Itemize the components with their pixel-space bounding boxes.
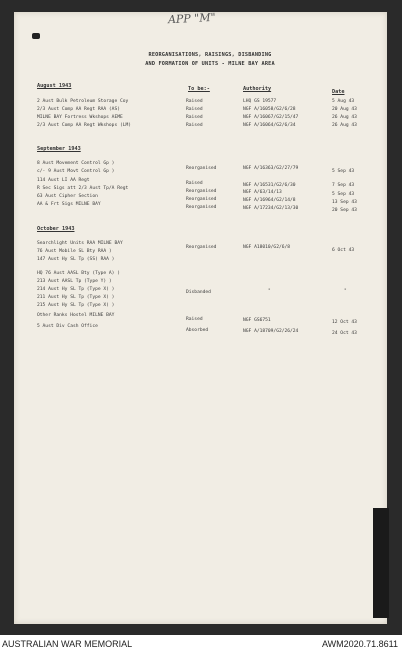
date-cell: 12 Oct 43 [332, 320, 357, 325]
action-cell: Raised [186, 99, 203, 104]
authority-cell: NGF A/16064/G2/6/34 [243, 123, 296, 128]
authority-cell: NGF A/63/14/13 [243, 190, 282, 195]
date-cell: " [344, 289, 347, 294]
unit-name: 213 Aust AASL Tp (Type Y) ) [37, 279, 112, 284]
unit-name: 8 Aust Movement Control Gp ) [37, 161, 115, 166]
action-cell: Reorganised [186, 166, 217, 171]
unit-name: 147 Aust Hy SL Tp (SS) RAA ) [37, 257, 115, 262]
action-cell: Reorganised [186, 189, 217, 194]
date-cell: 6 Oct 43 [332, 248, 355, 253]
authority-cell: NGF A/16531/G2/6/30 [243, 183, 296, 188]
section-heading-october: October 1943 [37, 226, 75, 232]
section-heading-august: August 1943 [37, 83, 72, 89]
action-cell: Absorbed [186, 328, 209, 333]
date-cell: 20 Aug 43 [332, 107, 357, 112]
action-cell: Raised [186, 317, 203, 322]
unit-name: MILNE BAY Fortress Wkshops AEME [37, 115, 123, 120]
column-header-authority: Authority [243, 86, 272, 92]
date-cell: 20 Sep 43 [332, 208, 357, 213]
action-cell: Raised [186, 123, 203, 128]
unit-name: c/- 9 Aust Movt Control Gp ) [37, 169, 115, 174]
action-cell: Raised [186, 107, 203, 112]
unit-name: R Sec Sigs att 2/3 Aust Tp/A Regt [37, 186, 129, 191]
date-cell: 13 Sep 43 [332, 200, 357, 205]
scan-edge-shadow [373, 508, 389, 618]
date-cell: 24 Oct 43 [332, 331, 357, 336]
unit-name: Searchlight Units RAA MILNE BAY [37, 241, 123, 246]
action-cell: Reorganised [186, 205, 217, 210]
column-header-date: Date [332, 89, 345, 95]
authority-cell: NGF A/16058/G2/6/28 [243, 107, 296, 112]
action-cell: Disbanded [186, 290, 211, 295]
unit-name: 5 Aust Div Cash Office [37, 324, 98, 329]
authority-cell: NGF A18010/G2/6/8 [243, 245, 291, 250]
date-cell: 7 Sep 43 [332, 183, 355, 188]
unit-name: 63 Aust Cipher Section [37, 194, 98, 199]
footer-accession-number: AWM2020.71.8611 [321, 639, 398, 649]
document-title-line-1: REORGANISATIONS, RAISINGS, DISBANDING [148, 52, 272, 58]
unit-name: 215 Aust Hy SL Tp (Type X) ) [37, 303, 115, 308]
document-title-line-2: AND FORMATION OF UNITS - MILNE BAY AREA [145, 61, 275, 67]
date-cell: 5 Sep 43 [332, 169, 355, 174]
unit-name: 2/3 Aust Comp AA Regt Wkshops (LM) [37, 123, 132, 128]
footer-institution: AUSTRALIAN WAR MEMORIAL [2, 639, 133, 649]
date-cell: 5 Sep 43 [332, 192, 355, 197]
date-cell: 26 Aug 43 [332, 115, 357, 120]
unit-name: 214 Aust Hy SL Tp (Type X) ) [37, 287, 115, 292]
authority-cell: NGF A/18709/G2/26/24 [243, 329, 299, 334]
action-cell: Raised [186, 181, 203, 186]
action-cell: Reorganised [186, 245, 217, 250]
authority-cell: NGF A/16067/G2/15/47 [243, 115, 299, 120]
section-heading-september: September 1943 [37, 146, 81, 152]
action-cell: Reorganised [186, 197, 217, 202]
action-cell: Raised [186, 115, 203, 120]
unit-name: 76 Aust Mobile SL Bty RAA ) [37, 249, 112, 254]
date-cell: 5 Aug 43 [332, 99, 355, 104]
unit-name: AA & Frt Sigs MILNE BAY [37, 202, 101, 207]
authority-cell: NGF A/16363/G2/27/79 [243, 166, 299, 171]
column-header-action: To be:- [188, 86, 210, 92]
unit-name: 2/3 Aust Comp AA Regt RAA (AS) [37, 107, 120, 112]
date-cell: 26 Aug 43 [332, 123, 357, 128]
unit-name: Other Ranks Hostel MILNE BAY [37, 313, 115, 318]
authority-cell: " [268, 289, 271, 294]
handwritten-annotation: APP "M" [167, 10, 216, 27]
unit-name: 2 Aust Bulk Petroleum Storage Coy [37, 99, 129, 104]
punch-hole-mark [32, 33, 40, 39]
authority-cell: LHQ GS 19577 [243, 99, 277, 104]
authority-cell: NGF A/17234/G2/13/30 [243, 206, 299, 211]
authority-cell: NGF GS6751 [243, 318, 271, 323]
authority-cell: NGF A/16964/G2/14/8 [243, 198, 296, 203]
unit-name: 114 Aust LI AA Regt [37, 178, 90, 183]
unit-name: 211 Aust Hy SL Tp (Type X) ) [37, 295, 115, 300]
unit-name: HQ 76 Aust AASL Bty (Type A) ) [37, 271, 120, 276]
